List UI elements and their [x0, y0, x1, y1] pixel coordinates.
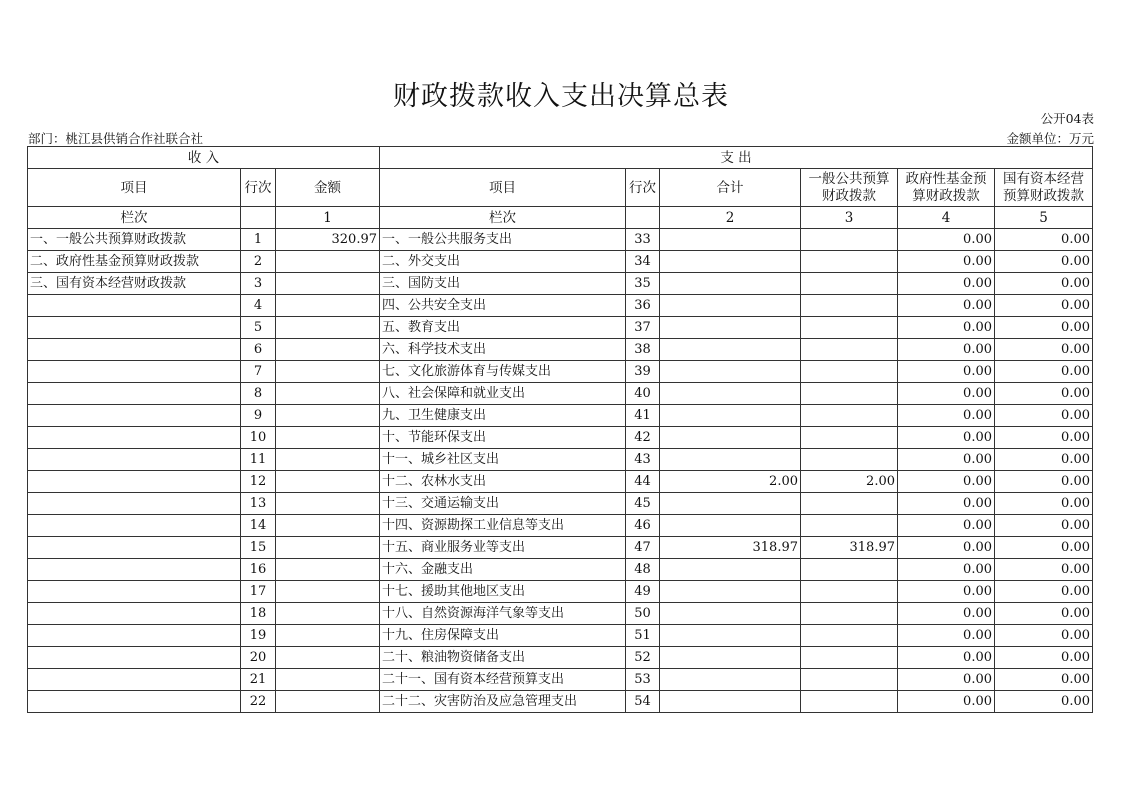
expense-row-no-cell: 50 [626, 603, 660, 625]
income-row-no-cell: 20 [241, 647, 276, 669]
expense-item-cell: 五、教育支出 [380, 317, 626, 339]
income-item-cell: 一、一般公共预算财政拨款 [28, 229, 241, 251]
expense-row-no-cell: 44 [626, 471, 660, 493]
income-amount-cell [276, 405, 380, 427]
table-row [28, 317, 1093, 339]
income-row-no-cell: 16 [241, 559, 276, 581]
income-row-no-cell: 11 [241, 449, 276, 471]
general-budget-cell [801, 427, 898, 449]
income-item-cell [28, 537, 241, 559]
income-row-no-cell: 19 [241, 625, 276, 647]
gov-fund-cell: 0.00 [898, 647, 995, 669]
income-item-cell [28, 691, 241, 713]
state-capital-cell: 0.00 [995, 273, 1093, 295]
total-cell [660, 691, 801, 713]
table-row [28, 537, 1093, 559]
income-item-cell [28, 405, 241, 427]
gov-fund-cell: 0.00 [898, 493, 995, 515]
expense-row-no-cell: 47 [626, 537, 660, 559]
expense-item-cell: 十九、住房保障支出 [380, 625, 626, 647]
general-budget-cell [801, 691, 898, 713]
col-index-3: 3 [801, 207, 898, 229]
total-cell: 318.97 [660, 537, 801, 559]
expense-row-no-cell: 46 [626, 515, 660, 537]
expense-row-no-cell: 39 [626, 361, 660, 383]
income-row-no-cell: 13 [241, 493, 276, 515]
general-budget-cell [801, 559, 898, 581]
income-item-cell [28, 647, 241, 669]
income-row-no-cell: 12 [241, 471, 276, 493]
department-label: 部门：桃江县供销合作社联合社 [28, 131, 204, 146]
expense-row-no-cell: 42 [626, 427, 660, 449]
income-amount-header: 金额 [276, 169, 380, 207]
expense-row-no-cell: 33 [626, 229, 660, 251]
total-cell [660, 449, 801, 471]
expense-item-cell: 二十一、国有资本经营预算支出 [380, 669, 626, 691]
income-section-header: 收 入 [28, 147, 380, 169]
general-budget-cell [801, 647, 898, 669]
state-capital-cell: 0.00 [995, 537, 1093, 559]
table-row [28, 449, 1093, 471]
table-row [28, 383, 1093, 405]
table-row [28, 273, 1093, 295]
state-capital-cell: 0.00 [995, 317, 1093, 339]
state-capital-cell: 0.00 [995, 361, 1093, 383]
total-cell [660, 625, 801, 647]
expense-item-cell: 九、卫生健康支出 [380, 405, 626, 427]
table-row [28, 691, 1093, 713]
income-amount-cell [276, 449, 380, 471]
income-item-cell [28, 383, 241, 405]
col-index-1: 1 [276, 207, 380, 229]
col-index-4: 4 [898, 207, 995, 229]
income-row-no-cell: 22 [241, 691, 276, 713]
expense-row-no-cell: 37 [626, 317, 660, 339]
expense-item-cell: 十七、援助其他地区支出 [380, 581, 626, 603]
general-budget-cell [801, 405, 898, 427]
total-header: 合计 [660, 169, 801, 207]
income-amount-cell [276, 625, 380, 647]
total-cell [660, 493, 801, 515]
expense-row-no-cell: 49 [626, 581, 660, 603]
income-item-cell [28, 339, 241, 361]
expense-item-cell: 四、公共安全支出 [380, 295, 626, 317]
state-capital-cell: 0.00 [995, 669, 1093, 691]
expense-item-cell: 二、外交支出 [380, 251, 626, 273]
general-budget-cell: 318.97 [801, 537, 898, 559]
income-amount-cell [276, 691, 380, 713]
general-budget-cell [801, 229, 898, 251]
expense-item-cell: 七、文化旅游体育与传媒支出 [380, 361, 626, 383]
state-capital-cell: 0.00 [995, 427, 1093, 449]
general-budget-cell [801, 625, 898, 647]
income-item-cell: 二、政府性基金预算财政拨款 [28, 251, 241, 273]
income-item-cell: 三、国有资本经营财政拨款 [28, 273, 241, 295]
expense-item-cell: 十、节能环保支出 [380, 427, 626, 449]
state-capital-cell: 0.00 [995, 581, 1093, 603]
expense-item-cell: 十四、资源勘探工业信息等支出 [380, 515, 626, 537]
general-budget-cell [801, 383, 898, 405]
gov-fund-cell: 0.00 [898, 537, 995, 559]
table-row [28, 339, 1093, 361]
total-cell [660, 317, 801, 339]
state-capital-header: 国有资本经营预算财政拨款 [995, 169, 1093, 207]
expense-row-no-cell: 54 [626, 691, 660, 713]
gov-fund-cell: 0.00 [898, 603, 995, 625]
expense-item-cell: 十八、自然资源海洋气象等支出 [380, 603, 626, 625]
total-cell [660, 647, 801, 669]
income-row-no-cell: 9 [241, 405, 276, 427]
general-budget-cell [801, 361, 898, 383]
total-cell [660, 339, 801, 361]
general-budget-cell [801, 295, 898, 317]
gov-fund-cell: 0.00 [898, 383, 995, 405]
gov-fund-cell: 0.00 [898, 427, 995, 449]
fiscal-summary-table [27, 146, 1093, 713]
income-item-cell [28, 295, 241, 317]
income-amount-cell [276, 559, 380, 581]
income-item-cell [28, 471, 241, 493]
gov-fund-cell: 0.00 [898, 361, 995, 383]
income-amount-cell [276, 493, 380, 515]
expense-row-no-cell: 41 [626, 405, 660, 427]
column-header-row [28, 169, 1093, 207]
income-row-no-cell: 1 [241, 229, 276, 251]
general-budget-cell [801, 273, 898, 295]
income-item-cell [28, 515, 241, 537]
income-amount-cell [276, 669, 380, 691]
table-row [28, 471, 1093, 493]
income-row-no-cell: 6 [241, 339, 276, 361]
gov-fund-cell: 0.00 [898, 405, 995, 427]
gov-fund-cell: 0.00 [898, 449, 995, 471]
state-capital-cell: 0.00 [995, 603, 1093, 625]
form-number: 公开04表 [1040, 111, 1094, 126]
income-row-no-cell: 21 [241, 669, 276, 691]
state-capital-cell: 0.00 [995, 449, 1093, 471]
table-row [28, 427, 1093, 449]
expense-row-no-cell: 36 [626, 295, 660, 317]
general-budget-cell [801, 493, 898, 515]
income-row-no-cell: 4 [241, 295, 276, 317]
income-row-no-cell: 15 [241, 537, 276, 559]
income-row-no-cell: 3 [241, 273, 276, 295]
expense-row-no-cell: 53 [626, 669, 660, 691]
income-item-cell [28, 581, 241, 603]
income-row-no-cell: 14 [241, 515, 276, 537]
expense-item-header: 项目 [380, 169, 626, 207]
total-cell [660, 405, 801, 427]
expense-row-no-cell: 43 [626, 449, 660, 471]
expense-row-no-cell: 52 [626, 647, 660, 669]
income-amount-cell [276, 471, 380, 493]
state-capital-cell: 0.00 [995, 647, 1093, 669]
income-amount-cell [276, 603, 380, 625]
expense-item-cell: 十五、商业服务业等支出 [380, 537, 626, 559]
state-capital-cell: 0.00 [995, 295, 1093, 317]
state-capital-cell: 0.00 [995, 229, 1093, 251]
income-amount-cell [276, 317, 380, 339]
general-budget-cell [801, 339, 898, 361]
state-capital-cell: 0.00 [995, 251, 1093, 273]
col-index-5: 5 [995, 207, 1093, 229]
income-amount-cell [276, 339, 380, 361]
unit-label: 金额单位：万元 [1006, 131, 1094, 146]
expense-row-no-cell: 45 [626, 493, 660, 515]
empty-cell [626, 207, 660, 229]
total-cell [660, 295, 801, 317]
expense-column-index-label: 栏次 [380, 207, 626, 229]
total-cell: 2.00 [660, 471, 801, 493]
gov-fund-header: 政府性基金预算财政拨款 [898, 169, 995, 207]
gov-fund-cell: 0.00 [898, 471, 995, 493]
total-cell [660, 273, 801, 295]
gov-fund-cell: 0.00 [898, 515, 995, 537]
table-row [28, 229, 1093, 251]
general-budget-cell [801, 669, 898, 691]
expense-item-cell: 十六、金融支出 [380, 559, 626, 581]
income-column-index-label: 栏次 [28, 207, 241, 229]
income-item-cell [28, 669, 241, 691]
expense-item-cell: 八、社会保障和就业支出 [380, 383, 626, 405]
table-row [28, 405, 1093, 427]
income-item-cell [28, 493, 241, 515]
expense-item-cell: 三、国防支出 [380, 273, 626, 295]
table-row [28, 669, 1093, 691]
state-capital-cell: 0.00 [995, 625, 1093, 647]
expense-item-cell: 六、科学技术支出 [380, 339, 626, 361]
income-amount-cell [276, 537, 380, 559]
expense-row-no-cell: 40 [626, 383, 660, 405]
gov-fund-cell: 0.00 [898, 229, 995, 251]
col-index-2: 2 [660, 207, 801, 229]
income-amount-cell: 320.97 [276, 229, 380, 251]
income-row-no-cell: 18 [241, 603, 276, 625]
income-row-no-cell: 5 [241, 317, 276, 339]
general-budget-header: 一般公共预算财政拨款 [801, 169, 898, 207]
income-amount-cell [276, 515, 380, 537]
state-capital-cell: 0.00 [995, 471, 1093, 493]
total-cell [660, 581, 801, 603]
table-row [28, 647, 1093, 669]
table-row [28, 361, 1093, 383]
income-item-cell [28, 559, 241, 581]
state-capital-cell: 0.00 [995, 691, 1093, 713]
general-budget-cell [801, 515, 898, 537]
income-row-no-cell: 10 [241, 427, 276, 449]
gov-fund-cell: 0.00 [898, 669, 995, 691]
expense-row-no-cell: 34 [626, 251, 660, 273]
state-capital-cell: 0.00 [995, 383, 1093, 405]
gov-fund-cell: 0.00 [898, 559, 995, 581]
page-title: 财政拨款收入支出决算总表 [393, 81, 729, 112]
expense-section-header: 支 出 [380, 147, 1093, 169]
table-row [28, 581, 1093, 603]
income-row-no-cell: 2 [241, 251, 276, 273]
general-budget-cell [801, 603, 898, 625]
income-amount-cell [276, 647, 380, 669]
table-row [28, 295, 1093, 317]
general-budget-cell [801, 317, 898, 339]
income-amount-cell [276, 581, 380, 603]
state-capital-cell: 0.00 [995, 515, 1093, 537]
income-amount-cell [276, 273, 380, 295]
expense-item-cell: 十一、城乡社区支出 [380, 449, 626, 471]
table-row [28, 493, 1093, 515]
state-capital-cell: 0.00 [995, 493, 1093, 515]
income-amount-cell [276, 295, 380, 317]
gov-fund-cell: 0.00 [898, 581, 995, 603]
general-budget-cell [801, 251, 898, 273]
income-amount-cell [276, 361, 380, 383]
general-budget-cell [801, 449, 898, 471]
income-row-no-header: 行次 [241, 169, 276, 207]
table-row [28, 559, 1093, 581]
income-amount-cell [276, 427, 380, 449]
table-row [28, 251, 1093, 273]
table-row [28, 625, 1093, 647]
total-cell [660, 361, 801, 383]
expense-item-cell: 一、一般公共服务支出 [380, 229, 626, 251]
income-item-header: 项目 [28, 169, 241, 207]
empty-cell [241, 207, 276, 229]
gov-fund-cell: 0.00 [898, 273, 995, 295]
section-header-row [28, 147, 1093, 169]
income-item-cell [28, 317, 241, 339]
total-cell [660, 251, 801, 273]
expense-row-no-cell: 51 [626, 625, 660, 647]
expense-item-cell: 十二、农林水支出 [380, 471, 626, 493]
income-amount-cell [276, 251, 380, 273]
total-cell [660, 383, 801, 405]
income-item-cell [28, 427, 241, 449]
income-item-cell [28, 625, 241, 647]
table-row [28, 515, 1093, 537]
income-row-no-cell: 7 [241, 361, 276, 383]
state-capital-cell: 0.00 [995, 339, 1093, 361]
general-budget-cell [801, 581, 898, 603]
income-row-no-cell: 8 [241, 383, 276, 405]
gov-fund-cell: 0.00 [898, 339, 995, 361]
expense-row-no-header: 行次 [626, 169, 660, 207]
gov-fund-cell: 0.00 [898, 317, 995, 339]
income-item-cell [28, 361, 241, 383]
column-index-row [28, 207, 1093, 229]
gov-fund-cell: 0.00 [898, 625, 995, 647]
income-item-cell [28, 449, 241, 471]
expense-item-cell: 二十二、灾害防治及应急管理支出 [380, 691, 626, 713]
expense-row-no-cell: 35 [626, 273, 660, 295]
total-cell [660, 603, 801, 625]
expense-item-cell: 十三、交通运输支出 [380, 493, 626, 515]
state-capital-cell: 0.00 [995, 559, 1093, 581]
total-cell [660, 669, 801, 691]
gov-fund-cell: 0.00 [898, 251, 995, 273]
gov-fund-cell: 0.00 [898, 691, 995, 713]
expense-item-cell: 二十、粮油物资储备支出 [380, 647, 626, 669]
income-amount-cell [276, 383, 380, 405]
expense-row-no-cell: 48 [626, 559, 660, 581]
total-cell [660, 515, 801, 537]
income-item-cell [28, 603, 241, 625]
expense-row-no-cell: 38 [626, 339, 660, 361]
table-row [28, 603, 1093, 625]
income-row-no-cell: 17 [241, 581, 276, 603]
total-cell [660, 559, 801, 581]
gov-fund-cell: 0.00 [898, 295, 995, 317]
total-cell [660, 229, 801, 251]
total-cell [660, 427, 801, 449]
general-budget-cell: 2.00 [801, 471, 898, 493]
state-capital-cell: 0.00 [995, 405, 1093, 427]
